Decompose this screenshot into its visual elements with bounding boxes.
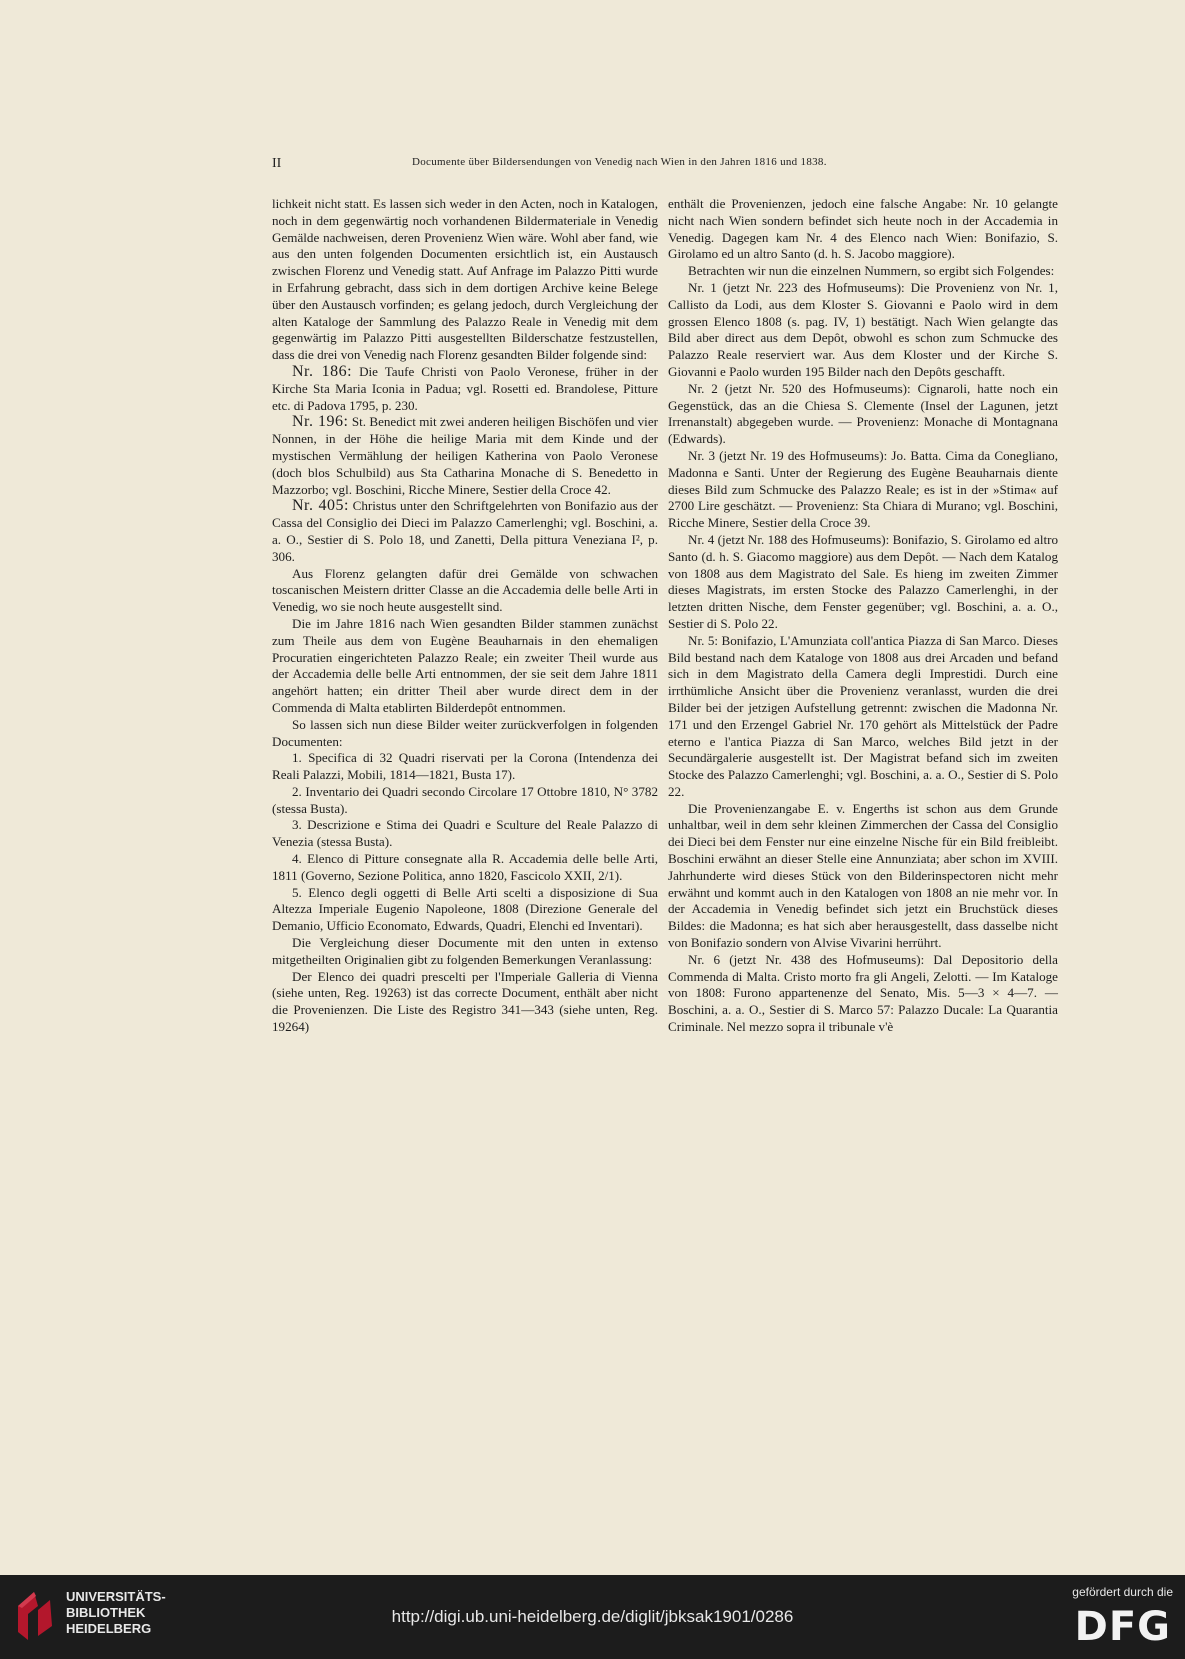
paragraph-text: Die Taufe Christi von Paolo Veronese, früher in der Kirche Sta Maria Iconia in Padua; vgl. Rosetti ed. Brandolese, Pitture etc. di Padova 1795, p. 230. (272, 363, 658, 413)
paragraph-text: 4. Elenco di Pitture consegnate alla R. Accademia delle belle Arti, 1811 (Governo, Sezione Politica, anno 1820, Fascicolo XXII, 2/1). (272, 851, 658, 883)
paragraph-text: Aus Florenz gelangten dafür drei Gemälde von schwachen toscanischen Meistern dritter Classe an die Accademia delle belle Arti in Venedig, wo sie noch heute ausgestellt sind. (272, 565, 658, 615)
catalog-number: Nr. 186: (292, 362, 353, 380)
paragraph (668, 633, 1058, 801)
paragraph-text: Nr. 2 (jetzt Nr. 520 des Hofmuseums): Cignaroli, hatte noch ein Gegenstück, das an die Chiesa S. Clemente (Insel der Lagunen, jetzt Irrenanstalt) abgegeben wurde. — Provenienz: Monache di Montagnana (Edwards). (668, 380, 1058, 447)
paragraph (272, 851, 658, 885)
paragraph-text: 1. Specifica di 32 Quadri riservati per la Corona (Intendenza dei Reali Palazzi, Mobili, 1814—1821, Busta 17). (272, 750, 658, 783)
paragraph-text: enthält die Provenienzen, jedoch eine falsche Angabe: Nr. 10 gelangte nicht nach Wien sondern befindet sich heute noch in der Accademia in Venedig. Dagegen kam Nr. 4 des Elenco nach Wien: Bonifazio, S. Girolamo ed un altro Santo (d. h. S. Jacobo maggiore). (668, 196, 1058, 262)
footer-bar (0, 1575, 1185, 1659)
running-head: Documente über Bildersendungen von Venedig nach Wien in den Jahren 1816 und 1838. (412, 156, 827, 168)
paragraph (668, 952, 1058, 1036)
paragraph-text: Nr. 1 (jetzt Nr. 223 des Hofmuseums): Die Provenienz von Nr. 1, Callisto da Lodi, aus dem Kloster S. Giovanni e Paolo wird in dem grossen Elenco 1808 (s. pag. IV, 1) bestätigt. Nach Wien gelangte das Bild aber direct aus dem Depôt, obwohl es schon zum Schmucke des Palazzo Reale reserviert war. Aus dem Kloster und der Kirche S. Giovanni e Paolo wurden 195 Bilder nach den Depôts geschafft. (668, 279, 1058, 379)
paragraph-text: St. Benedict mit zwei anderen heiligen Bischöfen und vier Nonnen, in der Höhe die heilige Maria mit dem Kinde und der mystischen Vermählung der heiligen Katherina von Paolo Veronese (doch blos Schulbild) aus Sta Catharina Monache di S. Benedetto in Mazzorbo; vgl. Boschini, Ricche Minere, Sestier della Croce 42. (272, 414, 658, 497)
paragraph (272, 935, 658, 969)
paragraph (668, 196, 1058, 263)
library-name-line2: BIBLIOTHEK (66, 1605, 146, 1620)
paragraph (272, 498, 658, 565)
library-name-line3: HEIDELBERG (66, 1621, 152, 1636)
paragraph (272, 566, 658, 616)
paragraph (272, 885, 658, 935)
library-name-line1: UNIVERSITÄTS- (66, 1589, 166, 1604)
dfg-logo[interactable]: DFG (1074, 1604, 1171, 1650)
paragraph (272, 817, 658, 851)
paragraph (272, 196, 658, 364)
paragraph (272, 750, 658, 784)
page-number: II (272, 156, 282, 171)
paragraph-text: 2. Inventario dei Quadri secondo Circolare 17 Ottobre 1810, N° 3782 (stessa Busta). (272, 783, 658, 816)
right-column (668, 196, 1058, 1036)
paragraph-text: lichkeit nicht statt. Es lassen sich weder in den Acten, noch in Katalogen, noch in dem gegenwärtig noch vorhandenen Bildermateriale in Venedig Gemälde nachweisen, deren Provenienz Wien wäre. Wohl aber fand, wie aus den unten folgenden Documenten ersichtlich ist, ein Austausch zwischen Florenz und Venedig statt. Auf Anfrage im Palazzo Pitti wurde in Erfahrung gebracht, dass sich in dem dortigen Archive keine Belege über den Austausch vorfinden; es gelang jedoch, durch Vergleichung der alten Kataloge der Sammlung des Palazzo Reale in Venedig mit dem gegenwärtig im Palazzo Pitti ausgestellten Bilderschatze festzustellen, dass die drei von Venedig nach Florenz gesandten Bilder folgende sind: (272, 196, 658, 363)
left-column (272, 196, 658, 1036)
catalog-number: Nr. 196: (292, 413, 349, 431)
paragraph (668, 532, 1058, 633)
paragraph (668, 263, 1058, 280)
paragraph-text: 3. Descrizione e Stima dei Quadri e Sculture del Reale Palazzo di Venezia (stessa Busta). (272, 817, 658, 850)
paragraph (272, 969, 658, 1036)
page-header (272, 156, 1072, 178)
paragraph (272, 616, 658, 717)
paragraph (272, 364, 658, 414)
paragraph-text: Nr. 6 (jetzt Nr. 438 des Hofmuseums): Dal Depositorio della Commenda di Malta. Cristo morto fra gli Angeli, Zelotti. — Im Kataloge von 1808: Furono appartenenze del Senato, Mis. 5—3 × 4—7. — Boschini, a. a. O., Sestier di S. Marco 57: Palazzo Ducale: La Quarantia Criminale. Nel mezzo sopra il tribunale v'è (668, 951, 1058, 1035)
paragraph (668, 381, 1058, 448)
paragraph-text: Christus unter den Schriftgelehrten von Bonifazio aus der Cassa del Consiglio dei Dieci im Palazzo Camerlenghi; vgl. Boschini, a. a. O., Sestier di S. Polo 18, und Zanetti, Della pittura Veneziana I², p. 306. (272, 498, 658, 564)
permalink-url[interactable]: http://digi.ub.uni-heidelberg.de/diglit/jbksak1901/0286 (391, 1607, 794, 1626)
paragraph-text: Die Provenienzangabe E. v. Engerths ist schon aus dem Grunde unhaltbar, weil in dem sehr kleinen Zimmerchen der Cassa del Consiglio dei Dieci bei dem Fenster nur eine einzelne Nische für ein Bild freibleibt. Boschini erwähnt an dieser Stelle eine Annunziata; aber schon im XVIII. Jahrhunderte wird dieses Stück von den Bilderinspectoren nicht mehr erwähnt und kommt auch in den Katalogen von 1808 an nie mehr vor. In der Accademia in Venedig befindet sich jetzt ein Bruchstück dieses Bildes: die Madonna; es hat sich aber herausgestellt, dass dasselbe nicht von Bonifazio sondern von Alvise Vivarini herrührt. (668, 800, 1058, 951)
paragraph-text: Die Vergleichung dieser Documente mit den unten in extenso mitgetheilten Originalien gibt zu folgenden Bemerkungen Veranlassung: (272, 935, 658, 967)
paragraph-text: Nr. 3 (jetzt Nr. 19 des Hofmuseums): Jo. Batta. Cima da Conegliano, Madonna e Santi. Unter der Regierung des Eugène Beauharnais diente dieses Bild zum Schmucke des Palazzo Reale; es ist in der »Stima« auf 2700 Lire geschätzt. — Provenienz: Sta Chiara di Murano; vgl. Boschini, Ricche Minere, Sestier della Croce 39. (668, 447, 1058, 531)
paragraph-text: Die im Jahre 1816 nach Wien gesandten Bilder stammen zunächst zum Theile aus dem von Eugène Beauharnais in den ehemaligen Procuratien eingerichteten Palazzo Reale; ein zweiter Theil wurde aus der Accademia delle belle Arti entnommen, der sie seit dem Jahre 1811 angehört hatten; ein dritter Theil aber wurde direct dem in der Commenda di Malta etablirten Bilderdepôt entnommen. (272, 615, 658, 715)
funding-caption: gefördert durch die (1072, 1585, 1173, 1599)
paragraph (272, 414, 658, 498)
paragraph (272, 717, 658, 751)
catalog-number: Nr. 405: (292, 497, 349, 515)
paragraph-text: So lassen sich nun diese Bilder weiter zurückverfolgen in folgenden Documenten: (272, 716, 658, 749)
paragraph-text: Nr. 5: Bonifazio, L'Amunziata coll'antica Piazza di San Marco. Dieses Bild bestand nach dem Kataloge von 1808 aus drei Arcaden und befand sich in dem Magistrato della Camera degli Imprestidi. Durch eine irrthümliche Ansicht über die Provenienz veranlasst, wurden die drei Bilder bei der jetzigen Aufstellung getrennt: zwischen die Madonna Nr. 171 und den Erzengel Gabriel Nr. 170 gehört als Mittelstück der Padre eterno e l'antica Piazza di San Marco, welches Bild jetzt in der Secundärgalerie ausgestellt ist. Der Magistrat befand sich im zweiten Stocke des Palazzo Camerlenghi; vgl. Boschini, a. a. O., Sestier di S. Polo 22. (668, 632, 1058, 799)
paragraph-text: 5. Elenco degli oggetti di Belle Arti scelti a disposizione di Sua Altezza Imperiale Eugenio Napoleone, 1808 (Direzione Generale del Demanio, Ufficio Economato, Edwards, Quadri, Elenchi ed Inventari). (272, 884, 658, 934)
paragraph-text: Nr. 4 (jetzt Nr. 188 des Hofmuseums): Bonifazio, S. Girolamo ed altro Santo (d. h. S. Giacomo maggiore) aus dem Depôt. — Nach dem Katalog von 1808 aus dem Magistrato del Sale. Es hieng im zweiten Zimmer dieses Magistrats, im ersten Stocke des Palazzo Camerlenghi, in der letzten dritten Nische, dem Fenster gegenüber; vgl. Boschini, a. a. O., Sestier di S. Polo 22. (668, 531, 1058, 631)
paragraph (272, 784, 658, 818)
paragraph-text: Der Elenco dei quadri prescelti per l'Imperiale Galleria di Vienna (siehe unten, Reg. 19263) ist das correcte Document, enthält aber nicht die Provenienzen. Die Liste des Registro 341—343 (siehe unten, Reg. 19264) (272, 968, 658, 1035)
paragraph-text: Betrachten wir nun die einzelnen Nummern, so ergibt sich Folgendes: (688, 263, 1055, 279)
paragraph (668, 448, 1058, 532)
paragraph (668, 801, 1058, 952)
paragraph (668, 280, 1058, 381)
